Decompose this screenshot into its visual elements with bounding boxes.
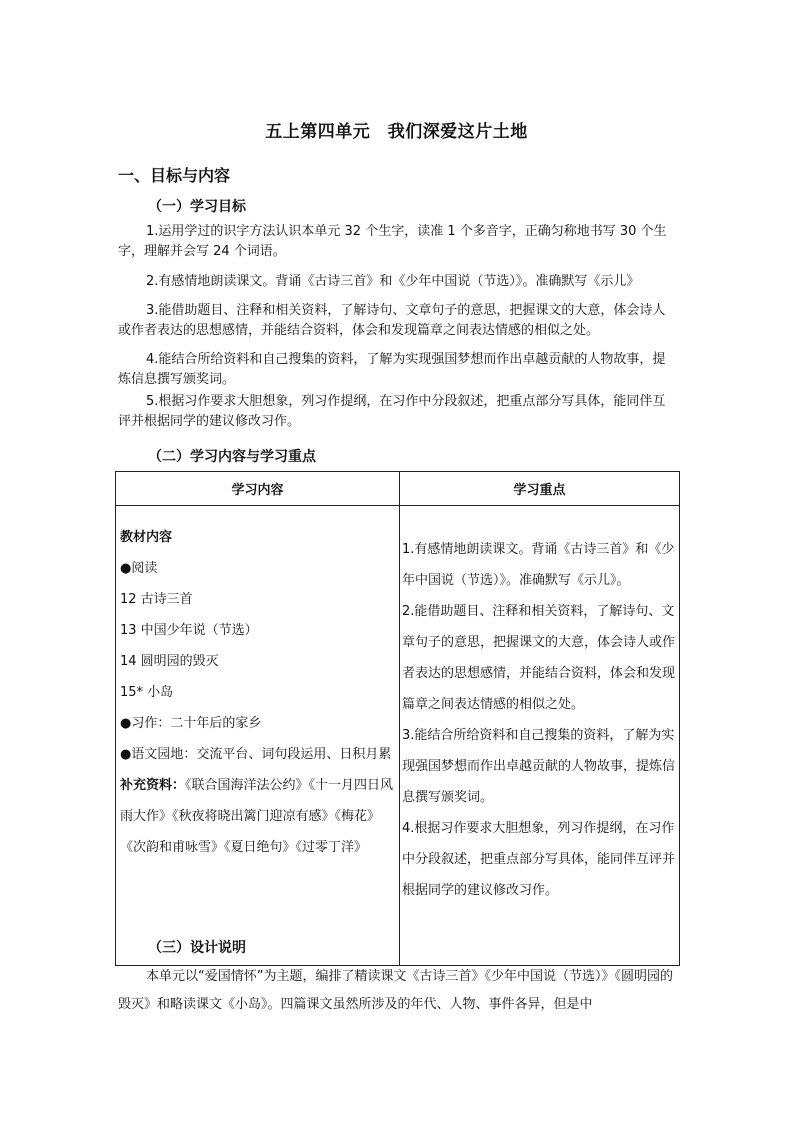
list-item-lesson-13: 13 中国少年说（节选） bbox=[120, 623, 258, 638]
page-title: 五上第四单元 我们深爱这片土地 bbox=[265, 122, 528, 142]
list-item-language-garden: ●语文园地：交流平台、词句段运用、日积月累 bbox=[120, 747, 392, 762]
goal-3: 3.能借助题目、注释和相关资料，了解诗句、文章句子的意思，把握课文的大意，体会诗人或作者表达的思想感情，并能结合资料，体会和发现篇章之间表达情感的相似之处。 bbox=[118, 303, 666, 338]
header-learning-focus: 学习重点 bbox=[400, 472, 680, 506]
list-item-writing: ●习作：二十年后的家乡 bbox=[120, 716, 262, 731]
subheading-design-notes: （三）设计说明 bbox=[148, 940, 246, 956]
subheading-content-focus: （二）学习内容与学习重点 bbox=[148, 449, 316, 465]
supplementary-label: 补充资料： bbox=[120, 778, 186, 793]
focus-item-2: 2.能借助题目、注释和相关资料，了解诗句、文章句子的意思，把握课文的大意，体会诗人或作者表达的思想感情，并能结合资料，体会和发现篇章之间表达情感的相似之处。 bbox=[402, 604, 676, 712]
supplementary-materials bbox=[120, 770, 395, 863]
subheading-learning-goals: （一）学习目标 bbox=[148, 199, 246, 215]
header-learning-content: 学习内容 bbox=[116, 472, 400, 506]
focus-item-3: 3.能结合所给资料和自己搜集的资料，了解为实现强国梦想而作出卓越贡献的人物故事，提炼信息撰写颁奖词。 bbox=[402, 728, 676, 805]
goal-4: 4.能结合所给资料和自己搜集的资料，了解为实现强国梦想而作出卓越贡献的人物故事，提炼信息撰写颁奖词。 bbox=[118, 352, 666, 387]
list-item-lesson-12: 12 古诗三首 bbox=[120, 592, 193, 607]
goal-5: 5.根据习作要求大胆想象，列习作提纲，在习作中分段叙述，把重点部分写具体，能同伴互评并根据同学的建议修改习作。 bbox=[118, 394, 666, 429]
learning-content-cell bbox=[116, 506, 400, 966]
learning-focus-cell bbox=[400, 506, 680, 966]
table-row bbox=[116, 506, 680, 966]
focus-item-1: 1.有感情地朗读课文。背诵《古诗三首》和《少年中国说（节选）》。准确默写《示儿》。 bbox=[402, 542, 675, 588]
goal-1: 1.运用学过的识字方法认识本单元 32 个生字，读准 1 个多音字，正确匀称地书写 30 个生字，理解并会写 24 个词语。 bbox=[118, 224, 667, 259]
goal-2: 2.有感情地朗读课文。背诵《古诗三首》和《少年中国说（节选）》。准确默写《示儿》 bbox=[146, 274, 640, 289]
section-heading-goals-content: 一、目标与内容 bbox=[118, 166, 231, 185]
list-item-lesson-14: 14 圆明园的毁灭 bbox=[120, 654, 219, 669]
list-item-lesson-15: 15* 小岛 bbox=[120, 685, 174, 700]
supplementary-text: 《联合国海洋法公约》《十一月四日风雨大作》《秋夜将晓出篱门迎凉有感》《梅花》《次韵和甫咏雪》《夏日绝句》《过零丁洋》 bbox=[120, 778, 394, 855]
material-title: 教材内容 bbox=[120, 530, 173, 545]
list-item-reading: ●阅读 bbox=[120, 561, 158, 576]
content-focus-table bbox=[115, 471, 680, 966]
focus-item-4: 4.根据习作要求大胆想象，列习作提纲，在习作中分段叙述，把重点部分写具体，能同伴互评并根据同学的建议修改习作。 bbox=[402, 821, 676, 898]
design-notes-paragraph: 本单元以“爱国情怀”为主题，编排了精读课文《古诗三首》《少年中国说（节选）》《圆明园的毁灭》和略读课文《小岛》。四篇课文虽然所涉及的年代、人物、事件各异，但是中 bbox=[118, 969, 673, 1012]
table-header-row bbox=[116, 472, 680, 506]
